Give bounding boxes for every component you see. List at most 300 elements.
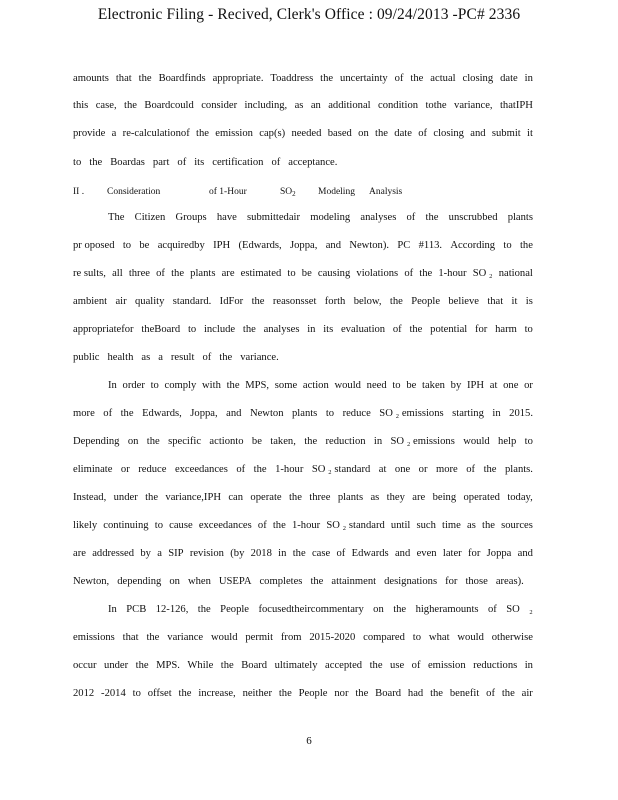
word: reductions bbox=[473, 660, 518, 671]
word: health bbox=[107, 352, 134, 363]
word: for bbox=[474, 324, 488, 335]
word: certification bbox=[212, 157, 264, 168]
word: would bbox=[334, 380, 361, 391]
word: in bbox=[373, 436, 383, 447]
word: result bbox=[170, 352, 195, 363]
text-line bbox=[73, 268, 533, 279]
word: in bbox=[524, 660, 533, 671]
word: the bbox=[410, 73, 424, 84]
word: more bbox=[435, 464, 458, 475]
word: the bbox=[220, 660, 234, 671]
word: modeling bbox=[310, 212, 351, 223]
word: acquiredby bbox=[157, 240, 205, 251]
word: more bbox=[73, 408, 95, 419]
word: its bbox=[194, 157, 205, 168]
word: 12-126, bbox=[155, 604, 189, 615]
text-line bbox=[108, 604, 533, 615]
word: actual bbox=[430, 73, 456, 84]
word: People bbox=[298, 688, 328, 699]
word: variance. bbox=[240, 352, 279, 363]
word: According bbox=[450, 240, 496, 251]
word: what bbox=[428, 632, 450, 643]
word: one bbox=[503, 380, 519, 391]
text-line bbox=[73, 548, 533, 559]
word: case, bbox=[95, 100, 117, 111]
word: operate bbox=[250, 492, 282, 503]
word: as bbox=[370, 492, 380, 503]
word: taken bbox=[422, 380, 445, 391]
word: -2014 bbox=[101, 688, 126, 699]
word: reduce bbox=[138, 464, 167, 475]
word: the bbox=[375, 128, 388, 139]
word: later bbox=[442, 548, 462, 559]
word: tothe bbox=[425, 100, 447, 111]
word: to bbox=[412, 632, 422, 643]
word: that bbox=[115, 73, 132, 84]
word: compared bbox=[363, 632, 405, 643]
heading-word: of 1-Hour bbox=[209, 187, 247, 197]
word: emissions bbox=[73, 632, 115, 643]
word: reduce bbox=[342, 408, 371, 419]
word: submit bbox=[491, 128, 521, 139]
word: as bbox=[467, 520, 476, 531]
word: plants bbox=[190, 268, 216, 279]
word: SO ₂ standard bbox=[326, 520, 385, 531]
word: order bbox=[122, 380, 145, 391]
word: the bbox=[226, 380, 240, 391]
word: action bbox=[302, 380, 329, 391]
word: IPH bbox=[466, 380, 485, 391]
word: the bbox=[242, 324, 256, 335]
word: to bbox=[392, 380, 401, 391]
word: on bbox=[358, 128, 369, 139]
word: the bbox=[197, 604, 211, 615]
word: Toaddress bbox=[270, 73, 314, 84]
word: nor bbox=[334, 688, 349, 699]
word: cause bbox=[169, 520, 193, 531]
word: would bbox=[211, 632, 238, 643]
word: estimated bbox=[240, 268, 282, 279]
word: all bbox=[112, 268, 123, 279]
word: of bbox=[271, 157, 281, 168]
word: offset bbox=[147, 688, 172, 699]
text-line bbox=[73, 576, 533, 587]
word: ultimately bbox=[274, 660, 318, 671]
word: People bbox=[411, 296, 441, 307]
word: for bbox=[468, 548, 481, 559]
word: the bbox=[272, 520, 286, 531]
word: benefit bbox=[449, 688, 480, 699]
word: Newton bbox=[249, 408, 284, 419]
text-line bbox=[73, 436, 533, 447]
word: 2012 bbox=[73, 688, 95, 699]
word: be bbox=[251, 436, 262, 447]
word: the bbox=[320, 73, 334, 84]
word: People bbox=[220, 604, 250, 615]
word: Joppa, bbox=[190, 408, 218, 419]
word: and bbox=[325, 240, 341, 251]
word: of bbox=[336, 548, 346, 559]
word: a bbox=[111, 128, 117, 139]
word: addressed bbox=[92, 548, 135, 559]
word: 2015. bbox=[509, 408, 533, 419]
word: and bbox=[517, 548, 533, 559]
word: potential bbox=[430, 324, 468, 335]
word: be bbox=[406, 380, 417, 391]
text-line bbox=[73, 492, 533, 503]
word: date bbox=[500, 73, 518, 84]
word: otherwise bbox=[491, 632, 533, 643]
word: for bbox=[445, 576, 458, 587]
word: the bbox=[251, 296, 265, 307]
heading-word: Modeling bbox=[318, 187, 355, 197]
word: plants bbox=[507, 212, 533, 223]
word: The bbox=[108, 212, 125, 223]
word: quality bbox=[135, 296, 165, 307]
word: three bbox=[309, 492, 331, 503]
word: of bbox=[487, 604, 497, 615]
text-line bbox=[73, 324, 533, 335]
word: 1-hour bbox=[438, 268, 467, 279]
word: to bbox=[73, 157, 82, 168]
word: are bbox=[412, 492, 426, 503]
word: ambient bbox=[73, 296, 108, 307]
word: IdFor bbox=[219, 296, 244, 307]
word: some bbox=[274, 380, 298, 391]
word: and bbox=[394, 548, 411, 559]
word: appropriatefor bbox=[73, 324, 134, 335]
word: or bbox=[524, 380, 533, 391]
word: focusedtheircommentary bbox=[258, 604, 364, 615]
word: that bbox=[487, 296, 504, 307]
word: plants. bbox=[505, 464, 533, 475]
word: of bbox=[418, 128, 428, 139]
word: sources bbox=[501, 520, 533, 531]
word: needed bbox=[291, 128, 322, 139]
word: the bbox=[483, 464, 497, 475]
word: acceptance. bbox=[288, 157, 338, 168]
word: believe bbox=[448, 296, 479, 307]
word: have bbox=[216, 212, 237, 223]
word: is bbox=[525, 296, 533, 307]
word: this bbox=[73, 100, 89, 111]
word: amounts bbox=[73, 73, 109, 84]
word: of bbox=[406, 212, 416, 223]
word: date bbox=[394, 128, 412, 139]
word: that bbox=[122, 632, 139, 643]
text-line bbox=[73, 688, 533, 699]
word: the bbox=[171, 268, 185, 279]
word: the bbox=[89, 157, 103, 168]
word: under bbox=[113, 492, 138, 503]
word: of bbox=[156, 268, 165, 279]
text-line bbox=[108, 380, 533, 391]
page-number: 6 bbox=[306, 735, 312, 747]
word: closing bbox=[433, 128, 464, 139]
word: attainment bbox=[331, 576, 377, 587]
word: at bbox=[378, 464, 387, 475]
word: public bbox=[73, 352, 100, 363]
text-line bbox=[73, 296, 533, 307]
word: to bbox=[524, 324, 533, 335]
word: Edwards bbox=[351, 548, 389, 559]
word: SO ₂ emissions bbox=[379, 408, 444, 419]
word: the bbox=[288, 492, 302, 503]
word: thatIPH bbox=[499, 100, 533, 111]
word: to bbox=[150, 380, 159, 391]
word: and bbox=[226, 408, 242, 419]
word: theBoard bbox=[141, 324, 181, 335]
word: the bbox=[219, 352, 233, 363]
word: the bbox=[145, 492, 159, 503]
word: as bbox=[294, 100, 304, 111]
heading-word: Analysis bbox=[369, 187, 403, 197]
word: the bbox=[146, 436, 160, 447]
word: the bbox=[310, 576, 324, 587]
word: at bbox=[489, 380, 498, 391]
word: likely bbox=[73, 520, 98, 531]
word: national bbox=[498, 268, 533, 279]
word: to bbox=[503, 240, 512, 251]
word: exceedances bbox=[198, 520, 252, 531]
word: occur bbox=[73, 660, 97, 671]
word: variance,IPH bbox=[165, 492, 221, 503]
word: Boardas bbox=[110, 157, 145, 168]
word: to bbox=[132, 688, 141, 699]
word: (by bbox=[230, 548, 245, 559]
word: be bbox=[301, 268, 312, 279]
word: would bbox=[457, 632, 484, 643]
word: Boardcould bbox=[144, 100, 194, 111]
word: SO ₂ bbox=[472, 268, 493, 279]
word: pr oposed bbox=[73, 240, 115, 251]
word: of bbox=[103, 408, 113, 419]
text-line bbox=[73, 240, 533, 251]
word: depending bbox=[117, 576, 162, 587]
word: plants bbox=[292, 408, 318, 419]
word: revision bbox=[189, 548, 224, 559]
word: one bbox=[394, 464, 411, 475]
word: higheramounts bbox=[415, 604, 479, 615]
word: can bbox=[228, 492, 244, 503]
word: the bbox=[146, 632, 160, 643]
word: to bbox=[154, 520, 163, 531]
word: Board bbox=[241, 660, 268, 671]
word: time bbox=[442, 520, 461, 531]
word: the bbox=[292, 548, 306, 559]
word: the bbox=[393, 604, 407, 615]
word: violations bbox=[356, 268, 399, 279]
word: re-calculationof bbox=[122, 128, 190, 139]
heading-word: Consideration bbox=[107, 187, 161, 197]
word: permit bbox=[245, 632, 274, 643]
word: forth bbox=[324, 296, 346, 307]
word: While bbox=[187, 660, 214, 671]
text-line bbox=[73, 660, 533, 671]
text-line bbox=[73, 128, 533, 139]
word: from bbox=[280, 632, 302, 643]
word: of bbox=[404, 268, 414, 279]
word: of bbox=[392, 324, 402, 335]
word: on bbox=[127, 436, 139, 447]
word: of bbox=[257, 520, 267, 531]
text-line bbox=[73, 157, 533, 168]
word: of bbox=[202, 352, 212, 363]
word: below, bbox=[353, 296, 382, 307]
word: an bbox=[310, 100, 321, 111]
word: re sults, bbox=[73, 268, 106, 279]
word: would bbox=[463, 436, 490, 447]
word: increase, bbox=[198, 688, 236, 699]
word: the bbox=[519, 240, 533, 251]
word: of bbox=[394, 73, 404, 84]
text-line bbox=[73, 632, 533, 643]
word: reduction bbox=[325, 436, 366, 447]
word: In bbox=[108, 380, 117, 391]
word: starting bbox=[452, 408, 484, 419]
word: such bbox=[416, 520, 436, 531]
word: areas). bbox=[495, 576, 524, 587]
word: specific bbox=[168, 436, 202, 447]
word: in bbox=[524, 73, 533, 84]
word: exceedances bbox=[174, 464, 228, 475]
text-line bbox=[73, 464, 533, 475]
word: consider bbox=[201, 100, 238, 111]
word: air bbox=[115, 296, 127, 307]
word: a bbox=[157, 548, 162, 559]
word: the bbox=[369, 660, 383, 671]
word: when bbox=[187, 576, 211, 587]
word: Newton, bbox=[73, 576, 110, 587]
word: Board bbox=[375, 688, 402, 699]
word: in bbox=[307, 324, 316, 335]
word: those bbox=[465, 576, 488, 587]
word: today, bbox=[507, 492, 533, 503]
word: of bbox=[236, 464, 246, 475]
word: the bbox=[178, 688, 192, 699]
word: need bbox=[366, 380, 387, 391]
word: additional bbox=[328, 100, 371, 111]
word: USEPA bbox=[218, 576, 252, 587]
word: it bbox=[511, 296, 518, 307]
word: provide bbox=[73, 128, 106, 139]
word: completes bbox=[259, 576, 303, 587]
word: of bbox=[466, 464, 476, 475]
word: condition bbox=[378, 100, 419, 111]
word: it bbox=[527, 128, 533, 139]
word: reasonsset bbox=[272, 296, 317, 307]
word: based bbox=[327, 128, 352, 139]
word: in bbox=[492, 408, 501, 419]
text-line bbox=[108, 212, 533, 223]
word: to bbox=[187, 324, 197, 335]
word: the bbox=[124, 100, 137, 111]
word: to bbox=[524, 436, 533, 447]
word: be bbox=[139, 240, 150, 251]
word: cap(s) bbox=[259, 128, 286, 139]
word: on bbox=[373, 604, 384, 615]
word: PCB bbox=[126, 604, 147, 615]
word: In bbox=[108, 604, 117, 615]
word: to bbox=[287, 268, 296, 279]
word: closing bbox=[462, 73, 494, 84]
word: causing bbox=[317, 268, 351, 279]
word: analyses bbox=[360, 212, 397, 223]
word: standard. bbox=[172, 296, 212, 307]
word: being bbox=[432, 492, 457, 503]
word: are bbox=[221, 268, 235, 279]
word: SO ₂ standard bbox=[311, 464, 371, 475]
word: to bbox=[325, 408, 335, 419]
word: Instead, bbox=[73, 492, 107, 503]
word: the bbox=[409, 324, 423, 335]
word: the bbox=[120, 408, 134, 419]
word: the bbox=[501, 688, 515, 699]
word: Boardfinds bbox=[158, 73, 206, 84]
word: in bbox=[278, 548, 287, 559]
word: even bbox=[416, 548, 437, 559]
word: SIP bbox=[168, 548, 184, 559]
word: operated bbox=[463, 492, 500, 503]
word: unscrubbed bbox=[448, 212, 498, 223]
text-line bbox=[73, 408, 533, 419]
word: (Edwards, bbox=[238, 240, 282, 251]
word: the bbox=[304, 436, 318, 447]
word: 2018 bbox=[250, 548, 272, 559]
word: by bbox=[450, 380, 462, 391]
word: the bbox=[389, 296, 403, 307]
word: with bbox=[202, 380, 221, 391]
word: evaluation bbox=[340, 324, 386, 335]
word: designations bbox=[384, 576, 438, 587]
word: on bbox=[169, 576, 180, 587]
text-line bbox=[73, 100, 533, 111]
word: the bbox=[430, 688, 444, 699]
word: three bbox=[128, 268, 150, 279]
word: under bbox=[104, 660, 129, 671]
word: including, bbox=[244, 100, 288, 111]
word: MPS, bbox=[245, 380, 270, 391]
word: Edwards, bbox=[142, 408, 182, 419]
word: actionto bbox=[209, 436, 244, 447]
text-line bbox=[73, 520, 533, 531]
word: and bbox=[470, 128, 486, 139]
word: or bbox=[120, 464, 130, 475]
word: 1-hour bbox=[291, 520, 321, 531]
word: the bbox=[419, 268, 433, 279]
word: until bbox=[390, 520, 411, 531]
word: the bbox=[138, 73, 152, 84]
word: or bbox=[418, 464, 428, 475]
word: IPH bbox=[213, 240, 231, 251]
word: of bbox=[486, 688, 495, 699]
word: PC bbox=[397, 240, 411, 251]
word: of bbox=[411, 660, 421, 671]
word: SO bbox=[506, 604, 520, 615]
word: are bbox=[73, 548, 86, 559]
word: 1-hour bbox=[275, 464, 304, 475]
word: uncertainty bbox=[340, 73, 388, 84]
word: as bbox=[141, 352, 151, 363]
text-line bbox=[73, 73, 533, 84]
section-number: II . bbox=[73, 187, 85, 197]
word: Joppa, bbox=[290, 240, 318, 251]
word: variance bbox=[167, 632, 204, 643]
word: its bbox=[323, 324, 334, 335]
heading-word: $SO_2$ bbox=[280, 187, 296, 198]
word: submittedair bbox=[247, 212, 301, 223]
word: help bbox=[498, 436, 517, 447]
